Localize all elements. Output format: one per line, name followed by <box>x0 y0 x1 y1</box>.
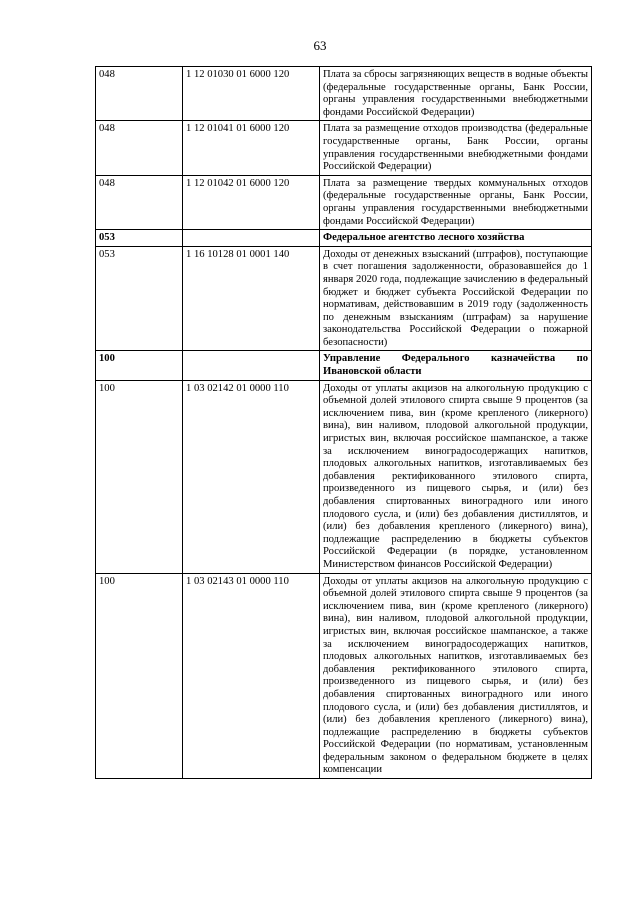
table-section-row <box>96 230 592 247</box>
table-row <box>96 380 592 573</box>
revenue-code-cell: 1 12 01042 01 6000 120 <box>183 175 320 229</box>
revenue-code-cell <box>183 351 320 380</box>
revenue-code-cell <box>183 230 320 247</box>
admin-code-cell: 048 <box>96 175 183 229</box>
revenue-name-cell: Плата за размещение твердых коммунальных отходов (федеральные государственные органы, Банк России, органы управления государственными внебюджетными фондами Российской Федерации) <box>320 175 592 229</box>
admin-code-cell: 053 <box>96 246 183 351</box>
revenue-name-cell: Доходы от уплаты акцизов на алкогольную продукцию с объемной долей этилового спирта свыше 9 процентов (за исключением пива, вин (кроме крепленого (ликерного) вина), вин наливом, плодовой алкогольной продукции, игристых вин, включая российское шампанское, а также за исключением виноградосодержащих напитков, плодовых алкогольных напитков, изготавливаемых без добавления ректификованного этилового спирта, произведенного из пищевого сырья, и (или) без добавления спиртованных виноградного или иного плодового сусла, и (или) без добавления дистиллятов, и (или) без добавления крепленого (ликерного) вина), подлежащие распределению в бюджеты субъектов Российской Федерации (по нормативам, установленным федеральным законом о федеральном бюджете в целях компенсации <box>320 573 592 779</box>
admin-code-cell: 100 <box>96 573 183 779</box>
admin-code-cell: 048 <box>96 67 183 121</box>
table-row <box>96 175 592 229</box>
admin-code-cell: 053 <box>96 230 183 247</box>
revenue-name-cell: Управление Федерального казначейства по Ивановской области <box>320 351 592 380</box>
revenue-classification-table <box>95 66 592 779</box>
table-row <box>96 67 592 121</box>
admin-code-cell: 048 <box>96 121 183 175</box>
table-row <box>96 246 592 351</box>
revenue-name-cell: Плата за размещение отходов производства (федеральные государственные органы, Банк России, органы управления государственными внебюджетными фондами Российской Федерации) <box>320 121 592 175</box>
table-section-row <box>96 351 592 380</box>
admin-code-cell: 100 <box>96 351 183 380</box>
table-row <box>96 573 592 779</box>
revenue-name-cell: Плата за сбросы загрязняющих веществ в водные объекты (федеральные государственные органы, Банк России, органы управления государственными внебюджетными фондами Российской Федерации) <box>320 67 592 121</box>
admin-code-cell: 100 <box>96 380 183 573</box>
revenue-code-cell: 1 12 01030 01 6000 120 <box>183 67 320 121</box>
revenue-name-cell: Доходы от уплаты акцизов на алкогольную продукцию с объемной долей этилового спирта свыше 9 процентов (за исключением пива, вин (кроме крепленого (ликерного) вина), вин наливом, плодовой алкогольной продукции, игристых вин, включая российское шампанское, а также за исключением виноградосодержащих напитков, плодовых алкогольных напитков, изготавливаемых без добавления ректификованного этилового спирта, произведенного из пищевого сырья, и (или) без добавления спиртованных виноградного или иного плодового сусла, и (или) без добавления дистиллятов, и (или) без добавления крепленого (ликерного) вина), подлежащие распределению в бюджеты субъектов Российской Федерации (в порядке, установленном Министерством финансов Российской Федерации) <box>320 380 592 573</box>
revenue-code-cell: 1 12 01041 01 6000 120 <box>183 121 320 175</box>
table-row <box>96 121 592 175</box>
revenue-name-cell: Федеральное агентство лесного хозяйства <box>320 230 592 247</box>
revenue-code-cell: 1 16 10128 01 0001 140 <box>183 246 320 351</box>
revenue-name-cell: Доходы от денежных взысканий (штрафов), поступающие в счет погашения задолженности, образовавшейся до 1 января 2020 года, подлежащие зачислению в федеральный бюджет и бюджет субъекта Российской Федерации по нормативам, действовавшим в 2019 году (задолженность по денежным взысканиям (штрафам) за нарушение законодательства Российской Федерации о пожарной безопасности) <box>320 246 592 351</box>
revenue-code-cell: 1 03 02142 01 0000 110 <box>183 380 320 573</box>
page-number: 63 <box>313 38 327 53</box>
revenue-code-cell: 1 03 02143 01 0000 110 <box>183 573 320 779</box>
